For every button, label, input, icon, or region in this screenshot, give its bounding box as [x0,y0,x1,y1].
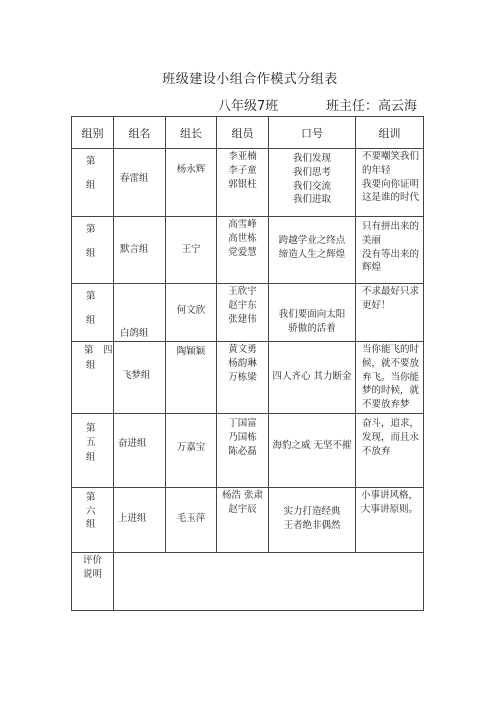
group-motto-cell [269,217,356,284]
group-creed: 不要嘲笑我们的年轻 我要向你证明这是谁的时代 [362,151,420,204]
header-motto: 口号 [269,117,356,149]
evaluation-content-cell [114,553,424,611]
document-title: 班级建设小组合作模式分组表 [162,72,338,87]
header-group-no: 组别 [72,117,114,149]
group-creed-cell [356,488,424,553]
group-leader-cell [166,488,217,553]
group-motto-cell [269,488,356,553]
group-motto-cell [269,342,356,414]
group-motto: 实力打造经典 王者绝非偶然 [283,506,341,531]
class-grade: 八年级7班 [218,99,279,114]
group-leader: 王宁 [181,244,201,255]
evaluation-label-cell [72,553,114,611]
group-name: 上进组 [118,513,147,524]
group-leader-cell [166,414,217,488]
group-name-cell [114,414,166,488]
group-motto: 海豹之威 无坚不摧 [272,440,352,451]
group-motto: 我们发现 我们思考 我们交流 我们进取 [292,153,331,206]
group-name-cell [114,284,166,342]
subtitle [218,95,418,114]
header-members: 组员 [217,117,269,149]
group-name: 奋进组 [118,438,147,449]
group-leader: 陶颖颖 [176,346,206,357]
group-motto-cell [269,149,356,217]
group-number-bottom: 组 [86,452,96,463]
group-members-cell [217,414,269,488]
table-row [72,488,424,553]
group-number-cell [72,488,114,553]
group-leader-cell [166,217,217,284]
group-name-cell [114,488,166,553]
group-leader-cell [166,284,217,342]
group-motto: 我们要面向太阳 骄傲的活着 [278,309,346,334]
group-name: 飞梦组 [122,370,151,381]
group-leader: 毛玉萍 [176,513,206,524]
group-creed-cell [356,149,424,217]
group-leader-cell [166,149,217,217]
group-members-cell [217,342,269,414]
group-name-cell [114,342,166,414]
header-leader: 组长 [166,117,217,149]
group-number-bottom: 组 [86,519,96,530]
group-motto: 跨越学业之终点 缔造人生之辉煌 [278,235,346,260]
group-number-cell [72,342,114,414]
group-name: 春雷组 [120,173,149,184]
group-number-bottom: 组 [86,248,96,259]
group-members: 王欣宇 赵宇东 张建伟 [228,286,257,325]
group-leader-cell [166,342,217,414]
group-name-cell [114,149,166,217]
group-motto: 四人齐心 其力断金 [272,371,352,382]
table-row [72,217,424,284]
group-creed-cell [356,414,424,488]
group-motto-cell [269,414,356,488]
group-creed: 小事讲风格， 大事讲原则。 [360,490,418,515]
head-teacher: 班主任：高云海 [326,99,418,114]
group-number-bottom: 组 [86,360,96,371]
group-members: 杨浩 张肃 赵宇辰 [221,490,264,515]
table-row [72,342,424,414]
group-members-cell [217,149,269,217]
evaluation-row [72,553,424,611]
group-members: 黄文勇 杨韵琳 万栋梁 [228,344,257,383]
group-name: 白鸽组 [120,328,149,339]
group-leader: 杨永辉 [176,164,206,175]
group-number-cell [72,217,114,284]
evaluation-label: 评价 说明 [83,555,103,580]
group-leader: 何文欣 [176,305,206,316]
group-members: 丁国富 乃国栋 陈必磊 [228,418,257,457]
group-table [71,116,424,611]
group-number-bottom: 组 [86,315,96,326]
group-members-cell [217,488,269,553]
group-number-bottom: 组 [86,180,96,191]
group-members-cell [217,284,269,342]
group-creed-cell [356,342,424,414]
group-name: 默言组 [120,244,149,255]
group-creed: 只有拼出来的美丽 没有等出来的辉煌 [362,221,420,274]
group-number-top: 第 [86,224,96,235]
group-leader: 万嘉宝 [176,442,206,453]
group-number-cell [72,284,114,342]
table-row [72,414,424,488]
group-members: 高雪峰 高世栋 党爱慧 [228,219,257,258]
group-name-cell [114,217,166,284]
group-number-top: 第 六 [86,492,96,517]
group-members-cell [217,217,269,284]
group-number-top: 第 四 [84,345,113,356]
header-creed: 组训 [356,117,424,149]
group-creed-cell [356,217,424,284]
group-creed: 当你能飞的时候，就不要放弃飞。当你能梦的时候，就不要放弃梦 [362,344,420,411]
group-members: 李亚楠 李子童 郭银柱 [228,151,257,190]
group-creed-cell [356,284,424,342]
group-number-cell [72,149,114,217]
table-row [72,149,424,217]
group-number-cell [72,414,114,488]
group-number-top: 第 五 [86,423,96,448]
header-row [72,117,424,149]
group-number-top: 第 [86,291,96,302]
header-group-name: 组名 [114,117,166,149]
group-number-top: 第 [86,156,96,167]
group-motto-cell [269,284,356,342]
group-creed: 不求最好只求更好！ [362,286,420,311]
group-creed: 奋斗，追求，发现，而且永不放弃 [362,418,420,457]
table-row [72,284,424,342]
